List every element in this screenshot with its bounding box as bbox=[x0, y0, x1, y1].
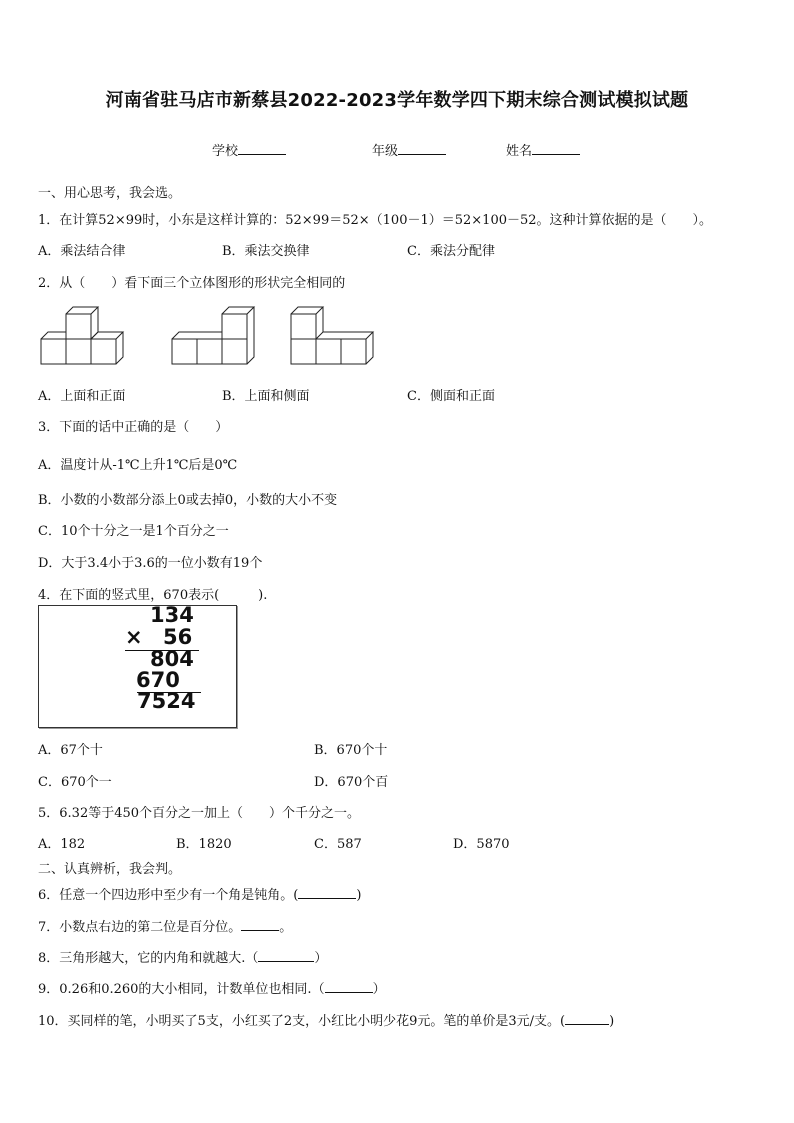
q8-text: 8．三角形越大，它的内角和就越大.（ bbox=[38, 951, 259, 966]
grade-blank[interactable] bbox=[398, 142, 446, 155]
q10-text: 10．买同样的笔，小明买了5支，小红买了2支，小红比小明少花9元。笔的单价是3元/支。( bbox=[38, 1014, 566, 1029]
partial-product-1: 804 bbox=[150, 647, 194, 671]
section2-heading: 二、认真辨析，我会判。 bbox=[38, 862, 182, 877]
q7-text: 7．小数点右边的第二位是百分位。 bbox=[38, 920, 242, 935]
partial-product-2: 670 bbox=[136, 668, 180, 692]
q1-option-a[interactable]: A．乘法结合律 bbox=[38, 244, 126, 259]
grade-field[interactable] bbox=[372, 140, 446, 159]
q3-option-c[interactable]: C．10个十分之一是1个百分之一 bbox=[38, 524, 229, 539]
grade-label: 年级 bbox=[372, 144, 399, 159]
cube-figure-3 bbox=[290, 306, 380, 368]
q8 bbox=[38, 947, 327, 966]
q10-answer-blank[interactable] bbox=[565, 1014, 609, 1025]
q4-option-c[interactable]: C．670个一 bbox=[38, 775, 112, 790]
q9-text: 9．0.26和0.260的大小相同，计数单位也相同.（ bbox=[38, 982, 325, 997]
multiplier: 56 bbox=[163, 625, 193, 649]
q5-text: 5．6.32等于450个百分之一加上（ ）个千分之一。 bbox=[38, 806, 361, 821]
q6-end: ) bbox=[356, 888, 362, 903]
multiplicand: 134 bbox=[150, 603, 194, 627]
q3-option-a[interactable]: A．温度计从-1℃上升1℃后是0℃ bbox=[38, 458, 238, 473]
vertical-multiplication bbox=[38, 605, 237, 728]
name-label: 姓名 bbox=[506, 144, 533, 159]
q6-text: 6．任意一个四边形中至少有一个角是钝角。( bbox=[38, 888, 299, 903]
q10-end: ) bbox=[609, 1014, 615, 1029]
q5-option-d[interactable]: D．5870 bbox=[453, 837, 510, 852]
q9 bbox=[38, 978, 386, 997]
q7-answer-blank[interactable] bbox=[241, 920, 279, 931]
q3-option-b[interactable]: B．小数的小数部分添上0或去掉0，小数的大小不变 bbox=[38, 493, 338, 508]
q5-option-c[interactable]: C．587 bbox=[314, 837, 362, 852]
q9-answer-blank[interactable] bbox=[325, 982, 373, 993]
q2-option-b[interactable]: B．上面和侧面 bbox=[222, 389, 310, 404]
name-field[interactable] bbox=[506, 140, 580, 159]
q2-option-c[interactable]: C．侧面和正面 bbox=[407, 389, 495, 404]
q5-option-b[interactable]: B．1820 bbox=[176, 837, 232, 852]
cube-figure-2 bbox=[171, 306, 261, 368]
product: 7524 bbox=[137, 689, 196, 713]
q1-option-c[interactable]: C．乘法分配律 bbox=[407, 244, 495, 259]
q1-option-b[interactable]: B．乘法交换律 bbox=[222, 244, 310, 259]
q8-answer-blank[interactable] bbox=[258, 951, 314, 962]
cube-figure-1 bbox=[40, 306, 130, 368]
q10 bbox=[38, 1010, 614, 1029]
q9-end: ） bbox=[372, 982, 386, 997]
q4-option-d[interactable]: D．670个百 bbox=[314, 775, 389, 790]
school-blank[interactable] bbox=[238, 142, 286, 155]
q2-text: 2．从（ ）看下面三个立体图形的形状完全相同的 bbox=[38, 276, 346, 291]
q5-option-a[interactable]: A．182 bbox=[38, 837, 86, 852]
times-sign: × bbox=[125, 625, 143, 649]
q7-end: 。 bbox=[279, 920, 293, 935]
q6-answer-blank[interactable] bbox=[298, 888, 356, 899]
section1-heading: 一、用心思考，我会选。 bbox=[38, 186, 182, 201]
q6 bbox=[38, 884, 361, 903]
q3-option-d[interactable]: D．大于3.4小于3.6的一位小数有19个 bbox=[38, 556, 263, 571]
page-title: 河南省驻马店市新蔡县2022-2023学年数学四下期末综合测试模拟试题 bbox=[105, 90, 689, 111]
school-label: 学校 bbox=[212, 144, 239, 159]
q4-option-a[interactable]: A．67个十 bbox=[38, 743, 103, 758]
school-field[interactable] bbox=[212, 140, 286, 159]
q4-option-b[interactable]: B．670个十 bbox=[314, 743, 388, 758]
q4-text: 4．在下面的竖式里，670表示( ). bbox=[38, 588, 268, 603]
q1-text: 1．在计算52×99时，小东是这样计算的：52×99＝52×（100－1）＝52×100－52。这种计算依据的是（ ）。 bbox=[38, 213, 713, 228]
q8-end: ） bbox=[314, 951, 328, 966]
q7 bbox=[38, 916, 292, 935]
q3-text: 3．下面的话中正确的是（ ） bbox=[38, 420, 229, 435]
q2-option-a[interactable]: A．上面和正面 bbox=[38, 389, 126, 404]
name-blank[interactable] bbox=[532, 142, 580, 155]
